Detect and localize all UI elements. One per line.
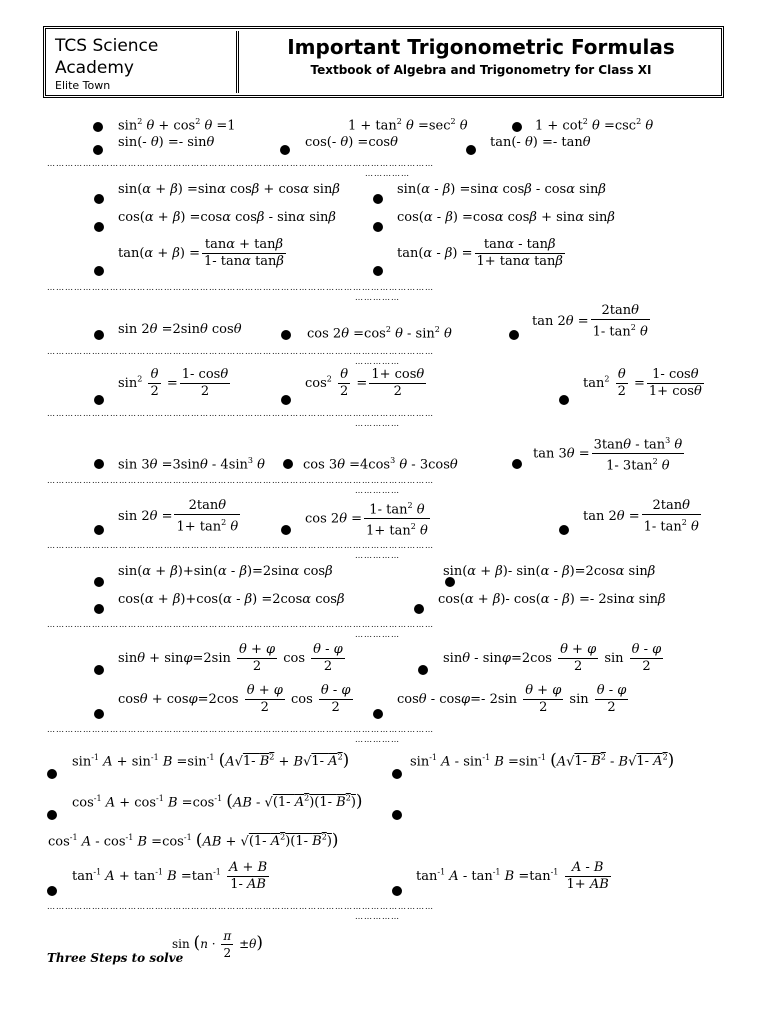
formula: $\sin 3\theta =3\sin\theta - 4\sin^3$ θ (118, 456, 265, 473)
separator-tail: …………… (355, 630, 400, 639)
formula: cos 2θ = $\frac{1- \tan^2 \theta}{1+ \tan^2 \theta}$ (305, 498, 432, 540)
formula: $\cos^{-1} A + \cos^{-1} B =\cos^{-1}$ (AB - √(1- $A^2)(1-$ $B^2$)) (72, 791, 363, 812)
formula: sinθ - sinφ=2cos $\frac{\theta + \varphi}{2}$ sin $\frac{\theta - \varphi}{2}$ (443, 642, 662, 674)
bullet (466, 145, 476, 155)
bullet (93, 145, 103, 155)
bullet (280, 145, 290, 155)
footer-label: Three Steps to solve (47, 951, 184, 965)
bullet (373, 709, 383, 719)
separator-tail: …………… (355, 486, 400, 495)
bullet (512, 122, 522, 132)
separator-line: ………………………………………………………………………………………………………………… (47, 621, 434, 629)
school-box (49, 31, 239, 93)
formula: cos(α + β)- cos(α - β) =- 2sinα sinβ (438, 592, 666, 607)
page-title: Important Trigonometric Formulas (287, 35, 675, 59)
bullet (47, 769, 57, 779)
separator-line: ………………………………………………………………………………………………………………… (47, 726, 434, 734)
bullet (94, 709, 104, 719)
formula: sin(α + β)- sin(α - β)=2cosα sinβ (443, 564, 656, 579)
formula: $1 + \cot^2 \theta =\csc^2$ θ (535, 117, 654, 134)
bullet (512, 459, 522, 469)
bullet (94, 395, 104, 405)
bullet (94, 222, 104, 232)
formula: $\cos^{-1} A - \cos^{-1} B =\cos^{-1}$ (AB + √(1- $A^2)(1-$ $B^2$)) (48, 830, 339, 851)
formula: sin(α + β) =sinα cosβ + cosα sinβ (118, 182, 340, 197)
formula: $\cos^2$ $\frac{\theta}{2}$ = $\frac{1+ \cos\theta}{2}$ (305, 367, 425, 399)
separator-line: ………………………………………………………………………………………………………………… (47, 542, 434, 550)
formula: sin(α + β)+sin(α - β)=2sinα cosβ (118, 564, 333, 579)
bullet (283, 459, 293, 469)
bullet (94, 665, 104, 675)
separator-tail: …………… (355, 357, 400, 366)
formula: tan(α - β) = $\frac{\tan\alpha - \tan\beta}{\text{1+ tanα tanβ}}$ (397, 237, 563, 269)
formula: $\sin^2 \theta + \cos^2 \theta =1$ (118, 117, 236, 134)
bullet (414, 604, 424, 614)
formula: sin(- θ) =- sinθ (118, 135, 215, 150)
formula: sin(α - β) =sinα cosβ - cosα sinβ (397, 182, 606, 197)
formula: cosθ + cosφ=2cos $\frac{\theta + \varphi}{2}$ cos $\frac{\theta - \varphi}{2}$ (118, 683, 351, 715)
bullet (509, 330, 519, 340)
formula: sin 2θ =2sinθ cosθ (118, 322, 242, 337)
bullet (559, 395, 569, 405)
separator-line: ………………………………………………………………………………………………………………… (47, 410, 434, 418)
bullet (559, 525, 569, 535)
separator-line: ………………………………………………………………………………………………………………… (47, 284, 434, 292)
formula: $\tan^{-1} A + \tan^{-1} B =\tan^{-1}$ $\frac{A + B}{1- AB}$ (72, 860, 268, 892)
page-subtitle: Textbook of Algebra and Trigonometry for Class XI (310, 63, 652, 77)
bullet (93, 122, 103, 132)
formula: cos(- θ) =cosθ (305, 135, 398, 150)
bullet (94, 194, 104, 204)
bullet (373, 222, 383, 232)
separator-tail: …………… (365, 169, 410, 178)
bullet (94, 577, 104, 587)
formula: sin (n · $\frac{\pi}{2}$ ±θ) (172, 929, 264, 960)
bullet (392, 769, 402, 779)
formula: cosθ - cosφ=- 2sin $\frac{\theta + \varphi}{2}$ sin $\frac{\theta - \varphi}{2}$ (397, 683, 627, 715)
bullet (373, 266, 383, 276)
bullet (392, 810, 402, 820)
formula: cos(α + β)+cos(α - β) =2cosα cosβ (118, 592, 345, 607)
formula: tan 2θ = $\frac{2\tan\theta}{1- \tan^2 \theta}$ (532, 303, 648, 340)
formula: tan(- θ) =- tanθ (490, 135, 591, 150)
formula: $\cos 3\theta =4\cos^3$ θ - 3cosθ (303, 456, 458, 473)
separator-line: ………………………………………………………………………………………………………………… (47, 348, 434, 356)
formula: sin 2θ = $\frac{2\tan\theta}{1+ \tan^2 \theta}$ (118, 498, 239, 535)
formula: tan 3θ = $\frac{3\tan\theta - \tan^3 \theta}{1- 3\tan^2 \theta}$ (533, 433, 686, 475)
document-header (43, 26, 724, 98)
bullet (392, 886, 402, 896)
formula: cos(α + β) =cosα cosβ - sinα sinβ (118, 210, 336, 225)
bullet (281, 395, 291, 405)
separator-tail: …………… (355, 912, 400, 921)
bullet (94, 266, 104, 276)
separator-tail: …………… (355, 419, 400, 428)
bullet (94, 604, 104, 614)
bullet (281, 330, 291, 340)
bullet (47, 886, 57, 896)
separator-tail: …………… (355, 735, 400, 744)
bullet (373, 194, 383, 204)
separator-line: ………………………………………………………………………………………………………………… (47, 477, 434, 485)
school-name: TCS Science Academy (55, 36, 159, 78)
bullet (281, 525, 291, 535)
formula: sinθ + sinφ=2sin $\frac{\theta + \varphi}{2}$ cos $\frac{\theta - \varphi}{2}$ (118, 642, 343, 674)
formula: $\sin^2$ $\frac{\theta}{2}$ = $\frac{1- \cos\theta}{2}$ (118, 367, 229, 399)
formula: $\tan^2$ $\frac{\theta}{2}$ = $\frac{1- \cos\theta}{1+ \cos\theta}$ (583, 367, 702, 399)
bullet (94, 330, 104, 340)
formula: cos(α - β) =cosα cosβ + sinα sinβ (397, 210, 615, 225)
school-town: Elite Town (55, 79, 111, 92)
bullet (418, 665, 428, 675)
formula: $\cos 2\theta =\cos^2$ θ - $\sin^2 \theta$ (307, 325, 452, 342)
bullet (47, 810, 57, 820)
separator-line: ………………………………………………………………………………………………………………… (47, 903, 434, 911)
formula: $\tan^{-1} A - \tan^{-1} B =\tan^{-1}$ $\frac{A - B}{1+ AB}$ (416, 860, 609, 892)
formula: $\sin^{-1} A - \sin^{-1} B =\sin^{-1}$ (A√1- $B^2 - B√1-$ $A^2$) (410, 750, 675, 771)
separator-tail: …………… (355, 551, 400, 560)
formula: tan 2θ = $\frac{2\tan\theta}{1- \tan^2 \theta}$ (583, 498, 699, 535)
bullet (94, 525, 104, 535)
bullet (94, 459, 104, 469)
formula: tan(α + β) = $\frac{\tan\alpha + \tan\beta}{\text{1- tanα tanβ}}$ (118, 237, 284, 269)
formula: $\sin^{-1} A + \sin^{-1} B =\sin^{-1}$ (A√1- $B^2 + B√1-$ $A^2$) (72, 750, 350, 771)
separator-tail: …………… (355, 293, 400, 302)
separator-line: ………………………………………………………………………………………………………………… (47, 160, 434, 168)
formula: $1 + \tan^2 \theta =\sec^2$ θ (348, 117, 468, 134)
